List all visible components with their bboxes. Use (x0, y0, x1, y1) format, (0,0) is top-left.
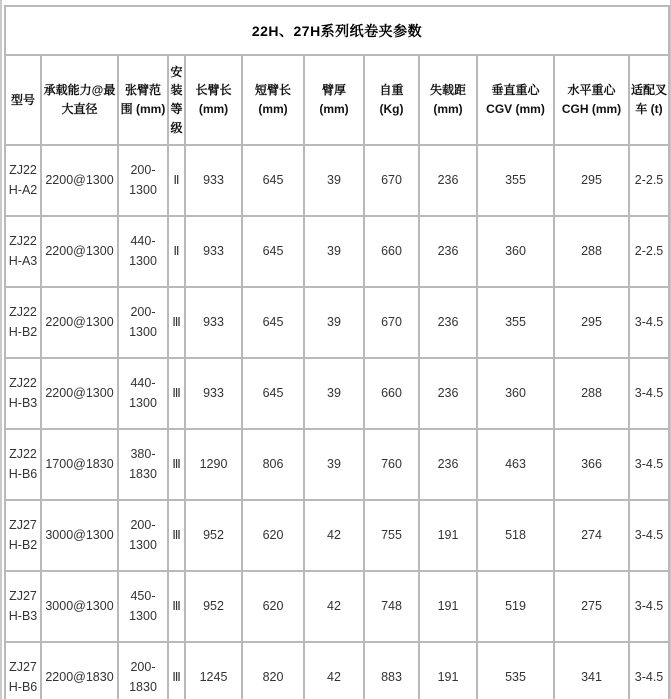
cell-arm-thickness: 39 (304, 216, 364, 287)
cell-cgh: 366 (554, 429, 629, 500)
col-header-load-loss: 失载距 (mm) (419, 55, 477, 145)
cell-arm-thickness: 42 (304, 571, 364, 642)
col-header-cgh: 水平重心 CGH (mm) (554, 55, 629, 145)
cell-cgh: 275 (554, 571, 629, 642)
cell-mount-class: Ⅲ (168, 642, 185, 699)
table-row (5, 642, 669, 699)
cell-capacity: 2200@1300 (41, 358, 118, 429)
cell-short-arm: 806 (242, 429, 304, 500)
col-header-short-arm: 短臂长 (mm) (242, 55, 304, 145)
cell-arm-range: 440-1300 (118, 216, 168, 287)
cell-model: ZJ22H-A2 (5, 145, 41, 216)
cell-arm-range: 450-1300 (118, 571, 168, 642)
cell-cgh: 341 (554, 642, 629, 699)
cell-long-arm: 1290 (185, 429, 242, 500)
cell-load-loss: 236 (419, 287, 477, 358)
cell-truck: 3-4.5 (629, 500, 669, 571)
cell-short-arm: 645 (242, 358, 304, 429)
cell-short-arm: 645 (242, 216, 304, 287)
cell-truck: 3-4.5 (629, 642, 669, 699)
col-header-truck: 适配叉车 (t) (629, 55, 669, 145)
header-row (5, 55, 669, 145)
cell-arm-thickness: 39 (304, 429, 364, 500)
cell-model: ZJ22H-B3 (5, 358, 41, 429)
cell-arm-range: 440-1300 (118, 358, 168, 429)
cell-weight: 883 (364, 642, 419, 699)
cell-short-arm: 620 (242, 571, 304, 642)
col-header-cgv: 垂直重心 CGV (mm) (477, 55, 554, 145)
cell-capacity: 2200@1830 (41, 642, 118, 699)
cell-truck: 3-4.5 (629, 571, 669, 642)
cell-mount-class: Ⅲ (168, 287, 185, 358)
table-row (5, 429, 669, 500)
cell-long-arm: 933 (185, 287, 242, 358)
cell-cgv: 535 (477, 642, 554, 699)
cell-long-arm: 952 (185, 571, 242, 642)
cell-cgv: 355 (477, 287, 554, 358)
cell-truck: 3-4.5 (629, 287, 669, 358)
cell-load-loss: 236 (419, 216, 477, 287)
cell-load-loss: 236 (419, 429, 477, 500)
cell-weight: 760 (364, 429, 419, 500)
cell-load-loss: 191 (419, 500, 477, 571)
cell-weight: 755 (364, 500, 419, 571)
table-row (5, 216, 669, 287)
cell-short-arm: 645 (242, 287, 304, 358)
cell-arm-range: 200-1300 (118, 500, 168, 571)
cell-capacity: 1700@1830 (41, 429, 118, 500)
table-row (5, 287, 669, 358)
table-title: 22H、27H系列纸卷夹参数 (5, 6, 669, 55)
cell-cgh: 288 (554, 358, 629, 429)
cell-weight: 748 (364, 571, 419, 642)
cell-cgv: 360 (477, 216, 554, 287)
cell-model: ZJ27H-B2 (5, 500, 41, 571)
cell-truck: 2-2.5 (629, 145, 669, 216)
col-header-weight: 自重 (Kg) (364, 55, 419, 145)
spec-table (4, 5, 670, 699)
window-left-edge (0, 0, 2, 699)
cell-cgv: 518 (477, 500, 554, 571)
cell-cgv: 355 (477, 145, 554, 216)
cell-cgh: 274 (554, 500, 629, 571)
col-header-mount-class: 安装等级 (168, 55, 185, 145)
cell-weight: 660 (364, 216, 419, 287)
cell-arm-range: 200-1830 (118, 642, 168, 699)
cell-mount-class: Ⅲ (168, 358, 185, 429)
cell-cgh: 288 (554, 216, 629, 287)
cell-mount-class: Ⅲ (168, 571, 185, 642)
cell-long-arm: 952 (185, 500, 242, 571)
cell-capacity: 3000@1300 (41, 500, 118, 571)
cell-arm-thickness: 42 (304, 500, 364, 571)
cell-model: ZJ27H-B6 (5, 642, 41, 699)
cell-arm-thickness: 39 (304, 358, 364, 429)
cell-load-loss: 191 (419, 571, 477, 642)
cell-arm-range: 200-1300 (118, 145, 168, 216)
cell-weight: 670 (364, 145, 419, 216)
cell-capacity: 2200@1300 (41, 216, 118, 287)
cell-mount-class: Ⅱ (168, 216, 185, 287)
cell-arm-range: 200-1300 (118, 287, 168, 358)
cell-long-arm: 933 (185, 216, 242, 287)
title-row (5, 6, 669, 55)
cell-mount-class: Ⅲ (168, 500, 185, 571)
cell-arm-thickness: 39 (304, 145, 364, 216)
cell-weight: 670 (364, 287, 419, 358)
table-row (5, 145, 669, 216)
col-header-arm-range: 张臂范围 (mm) (118, 55, 168, 145)
cell-truck: 2-2.5 (629, 216, 669, 287)
cell-model: ZJ22H-B6 (5, 429, 41, 500)
cell-cgv: 360 (477, 358, 554, 429)
cell-truck: 3-4.5 (629, 358, 669, 429)
cell-arm-thickness: 39 (304, 287, 364, 358)
col-header-arm-thickness: 臂厚 (mm) (304, 55, 364, 145)
cell-arm-thickness: 42 (304, 642, 364, 699)
cell-mount-class: Ⅲ (168, 429, 185, 500)
cell-cgv: 463 (477, 429, 554, 500)
cell-load-loss: 236 (419, 358, 477, 429)
cell-long-arm: 933 (185, 358, 242, 429)
cell-load-loss: 236 (419, 145, 477, 216)
cell-truck: 3-4.5 (629, 429, 669, 500)
cell-cgh: 295 (554, 287, 629, 358)
cell-capacity: 2200@1300 (41, 145, 118, 216)
cell-capacity: 3000@1300 (41, 571, 118, 642)
col-header-capacity: 承载能力@最大直径 (41, 55, 118, 145)
cell-mount-class: Ⅱ (168, 145, 185, 216)
cell-capacity: 2200@1300 (41, 287, 118, 358)
cell-model: ZJ22H-A3 (5, 216, 41, 287)
table-row (5, 358, 669, 429)
cell-model: ZJ22H-B2 (5, 287, 41, 358)
table-row (5, 571, 669, 642)
col-header-long-arm: 长臂长 (mm) (185, 55, 242, 145)
cell-cgv: 519 (477, 571, 554, 642)
col-header-model: 型号 (5, 55, 41, 145)
cell-arm-range: 380-1830 (118, 429, 168, 500)
cell-short-arm: 645 (242, 145, 304, 216)
cell-model: ZJ27H-B3 (5, 571, 41, 642)
cell-short-arm: 820 (242, 642, 304, 699)
cell-load-loss: 191 (419, 642, 477, 699)
table-row (5, 500, 669, 571)
cell-weight: 660 (364, 358, 419, 429)
cell-short-arm: 620 (242, 500, 304, 571)
cell-cgh: 295 (554, 145, 629, 216)
cell-long-arm: 933 (185, 145, 242, 216)
cell-long-arm: 1245 (185, 642, 242, 699)
